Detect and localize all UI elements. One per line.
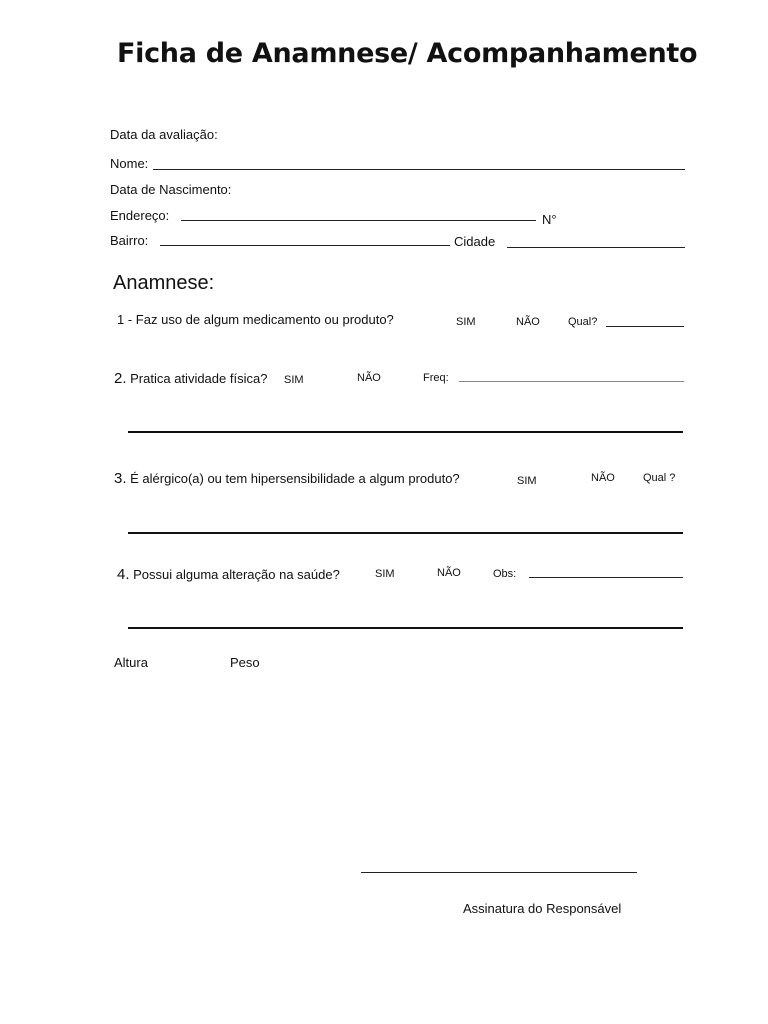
- q3-sim-option[interactable]: SIM: [517, 475, 537, 487]
- question-2: [114, 370, 267, 387]
- question-3: [114, 470, 460, 487]
- section-title: Anamnese:: [113, 272, 215, 294]
- q3-nao-option[interactable]: NÃO: [591, 472, 615, 484]
- q1-nao-option[interactable]: NÃO: [516, 316, 540, 328]
- q4-answer-line[interactable]: [128, 627, 683, 629]
- q3-extra-label: Qual ?: [643, 472, 676, 484]
- cidade-label: Cidade: [454, 234, 496, 249]
- question-4: [117, 566, 340, 583]
- q2-extra-label: Freq:: [423, 372, 449, 384]
- altura-label: Altura: [114, 655, 148, 670]
- q2-extra-field[interactable]: [459, 381, 684, 382]
- nome-field[interactable]: [153, 169, 685, 170]
- question-number: 2.: [114, 370, 127, 387]
- question-text: - Faz uso de algum medicamento ou produto?: [127, 312, 394, 327]
- signature-line[interactable]: [361, 872, 637, 873]
- q3-answer-line[interactable]: [128, 532, 683, 534]
- page-title: Ficha de Anamnese/ Acompanhamento: [117, 38, 698, 69]
- cidade-field[interactable]: [507, 247, 685, 248]
- q2-answer-line[interactable]: [128, 431, 683, 433]
- q2-sim-option[interactable]: SIM: [284, 374, 304, 386]
- question-1: [117, 312, 394, 327]
- question-text: Pratica atividade física?: [130, 371, 268, 386]
- bairro-field[interactable]: [160, 245, 450, 246]
- question-number: 4.: [117, 566, 130, 583]
- q2-nao-option[interactable]: NÃO: [357, 372, 381, 384]
- signature-label: Assinatura do Responsável: [463, 901, 622, 916]
- question-text: Possui alguma alteração na saúde?: [133, 567, 340, 582]
- data-avaliacao-label: Data da avaliação:: [110, 127, 218, 142]
- question-number: 3.: [114, 470, 127, 487]
- q4-extra-label: Obs:: [493, 568, 517, 580]
- question-text: É alérgico(a) ou tem hipersensibilidade a algum produto?: [130, 471, 460, 486]
- q1-extra-label: Qual?: [568, 316, 598, 328]
- q4-sim-option[interactable]: SIM: [375, 568, 395, 580]
- q1-extra-field[interactable]: [606, 326, 684, 327]
- peso-label: Peso: [230, 655, 260, 670]
- q4-extra-field[interactable]: [529, 577, 683, 578]
- endereco-label: Endereço:: [110, 208, 170, 223]
- q4-nao-option[interactable]: NÃO: [437, 567, 461, 579]
- q1-sim-option[interactable]: SIM: [456, 316, 476, 328]
- data-nascimento-label: Data de Nascimento:: [110, 182, 232, 197]
- question-number: 1: [117, 312, 125, 327]
- bairro-label: Bairro:: [110, 233, 149, 248]
- nome-label: Nome:: [110, 156, 149, 171]
- numero-label: N°: [542, 212, 557, 227]
- endereco-field[interactable]: [181, 220, 536, 221]
